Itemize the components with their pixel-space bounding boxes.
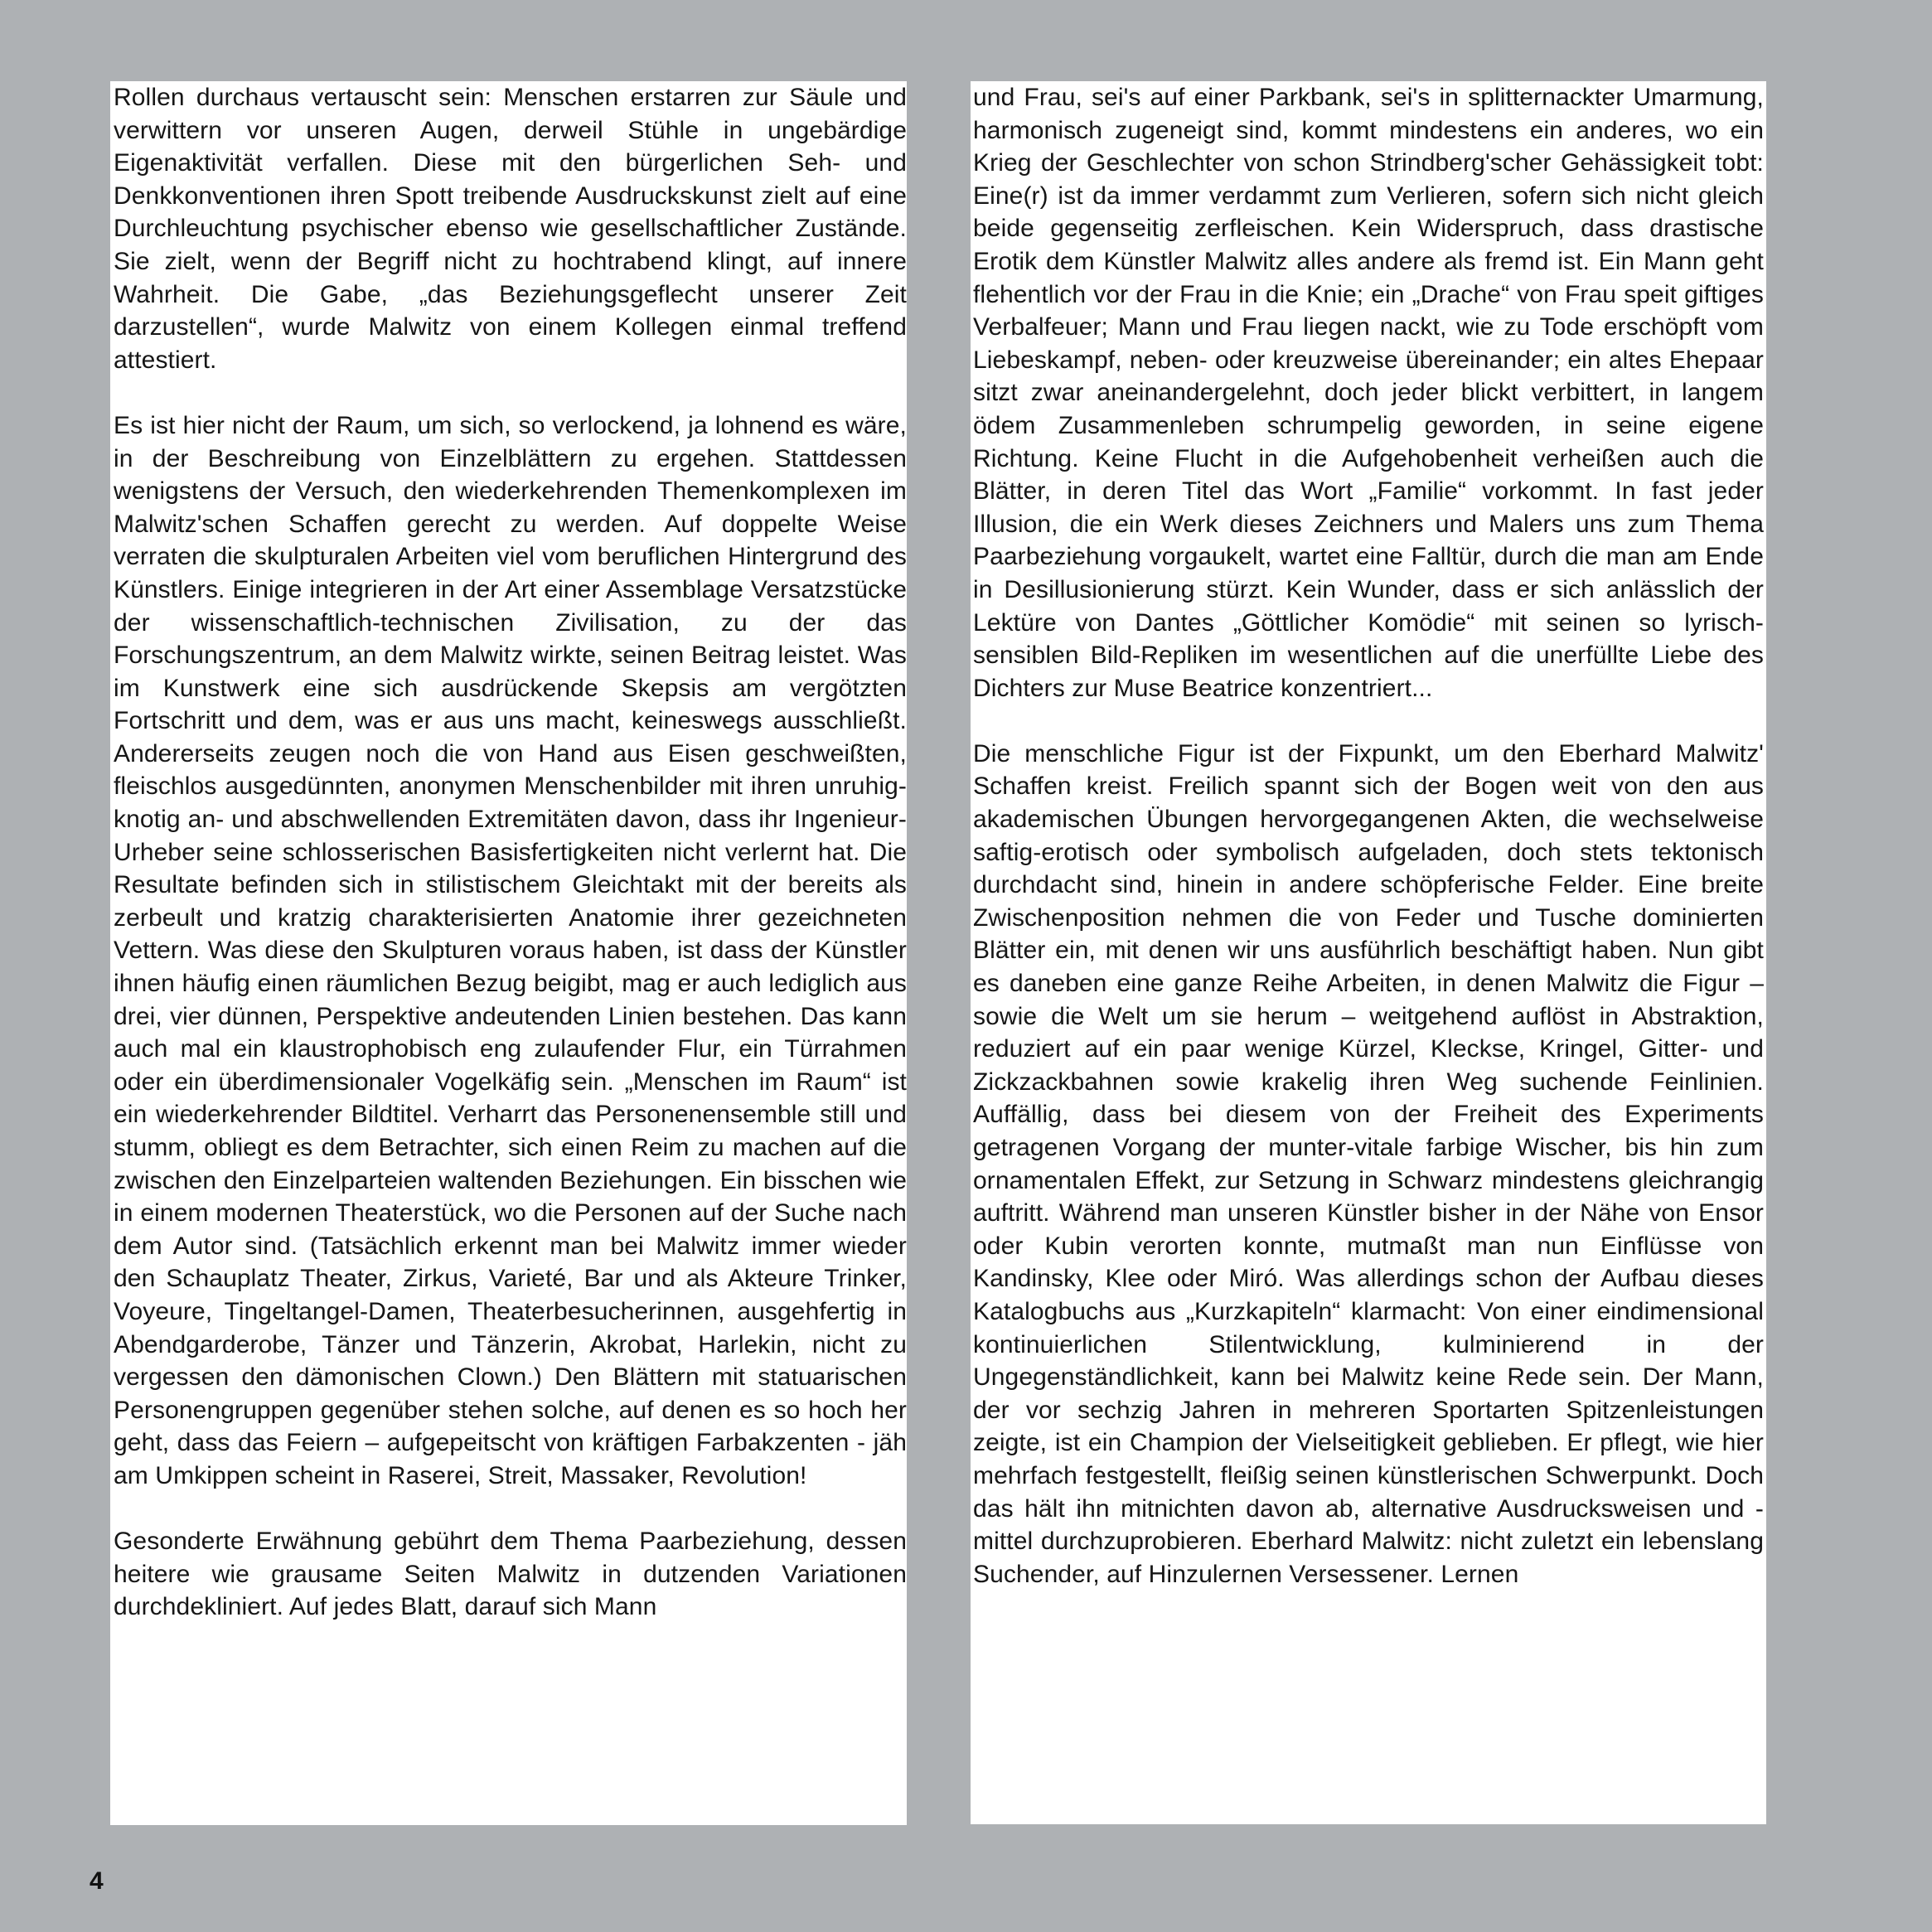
page-number: 4 xyxy=(90,1867,104,1895)
left-paragraph-3: Gesonderte Erwähnung gebührt dem Thema Paarbeziehung, dessen heitere wie grausame Seiten Malwitz in dutzenden Variationen durchdekliniert. Auf jedes Blatt, darauf sich Mann xyxy=(114,1528,907,1621)
right-text-column xyxy=(971,81,1766,1824)
right-paragraph-1: und Frau, sei's auf einer Parkbank, sei's in splitternackter Umarmung, harmonisch zugeneigt sind, kommt mindestens ein anderes, wo ein Krieg der Geschlechter von schon Strindberg'scher Gehässigkeit tobt: Eine(r) ist da immer verdammt zum Verlieren, sofern sich nicht gleich beide gegenseitig zerfleischen. Kein Widerspruch, dass drastische Erotik dem Künstler Malwitz alles andere als fremd ist. Ein Mann geht flehentlich vor der Frau in die Knie; ein „Drache“ von Frau speit giftiges Verbalfeuer; Mann und Frau liegen nackt, wie zu Tode erschöpft vom Liebeskampf, neben- oder kreuzweise übereinander; ein altes Ehepaar sitzt zwar aneinandergelehnt, doch jeder blickt verbittert, in langem ödem Zusammenleben schrumpelig geworden, in seine eigene Richtung. Keine Flucht in die Aufgehobenheit verheißen auch die Blätter, in deren Titel das Wort „Familie“ vorkommt. In fast jeder Illusion, die ein Werk dieses Zeichners und Malers uns zum Thema Paarbeziehung vorgaukelt, wartet eine Falltür, durch die man am Ende in Desillusionierung stürzt. Kein Wunder, dass er sich anlässlich der Lektüre von Dantes „Göttlicher Komödie“ mit seinen so lyrisch-sensiblen Bild-Repliken im wesentlichen auf die unerfüllte Liebe des Dichters zur Muse Beatrice konzentriert... xyxy=(973,84,1764,702)
right-paragraph-2: Die menschliche Figur ist der Fixpunkt, um den Eberhard Malwitz' Schaffen kreist. Freilich spannt sich der Bogen weit von den aus akademischen Übungen hervorgegangenen Akten, die wechselweise saftig-erotisch oder symbolisch aufgeladen, doch stets tektonisch durchdacht sind, hinein in andere schöpferische Felder. Eine breite Zwischenposition nehmen die von Feder und Tusche dominierten Blätter ein, mit denen wir uns ausführlich beschäftigt haben. Nun gibt es daneben eine ganze Reihe Arbeiten, in denen Malwitz die Figur – sowie die Welt um sie herum – weitgehend auflöst in Abstraktion, reduziert auf ein paar wenige Kürzel, Kleckse, Kringel, Gitter- und Zickzackbahnen sowie krakelig ihren Weg suchende Feinlinien. Auffällig, dass bei diesem von der Freiheit des Experiments getragenen Vorgang der munter-vitale farbige Wischer, bis hin zum ornamentalen Effekt, zur Setzung in Schwarz mindestens gleichrangig auftritt. Während man unseren Künstler bisher in der Nähe von Ensor oder Kubin verorten konnte, mutmaßt man nun Einflüsse von Kandinsky, Klee oder Miró. Was allerdings schon der Aufbau dieses Katalogbuchs aus „Kurzkapiteln“ klarmacht: Von einer eindimensional kontinuierlichen Stilentwicklung, kulminierend in der Ungegenständlichkeit, kann bei Malwitz keine Rede sein. Der Mann, der vor sechzig Jahren in mehreren Sportarten Spitzenleistungen zeigte, ist ein Champion der Vielseitigkeit geblieben. Er pflegt, wie hier mehrfach festgestellt, fleißig seinen künstlerischen Schwerpunkt. Doch das hält ihn mitnichten davon ab, alternative Ausdrucksweisen und -mittel durchzuprobieren. Eberhard Malwitz: nicht zuletzt ein lebenslang Suchender, auf Hinzulernen Versessener. Lernen xyxy=(973,739,1764,1588)
left-paragraph-1: Rollen durchaus vertauscht sein: Menschen erstarren zur Säule und verwittern vor unseren Augen, derweil Stühle in ungebärdige Eigenaktivität verfallen. Diese mit den bürgerlichen Seh- und Denkkonventionen ihren Spott treibende Ausdruckskunst zielt auf eine Durchleuchtung psychischer ebenso wie gesellschaftlicher Zustände. Sie zielt, wenn der Begriff nicht zu hochtrabend klingt, auf innere Wahrheit. Die Gabe, „das Beziehungsgeflecht unserer Zeit darzustellen“, wurde Malwitz von einem Kollegen einmal treffend attestiert. xyxy=(114,84,907,374)
left-text-column xyxy=(110,81,907,1825)
left-paragraph-2: Es ist hier nicht der Raum, um sich, so verlockend, ja lohnend es wäre, in der Beschreibung von Einzelblättern zu ergehen. Stattdessen wenigstens der Versuch, den wiederkehrenden Themenkomplexen im Malwitz'schen Schaffen gerecht zu werden. Auf doppelte Weise verraten die skulpturalen Arbeiten viel vom beruflichen Hintergrund des Künstlers. Einige integrieren in der Art einer Assemblage Versatzstücke der wissenschaftlich-technischen Zivilisation, zu der das Forschungszentrum, an dem Malwitz wirkte, seinen Beitrag leistet. Was im Kunstwerk eine sich ausdrückende Skepsis am vergötzten Fortschritt und dem, was er aus uns macht, keineswegs ausschließt. Andererseits zeugen noch die von Hand aus Eisen geschweißten, fleischlos ausgedünnten, anonymen Menschenbilder mit ihren unruhig-knotig an- und abschwellenden Extremitäten davon, dass ihr Ingenieur-Urheber seine schlosserischen Basisfertigkeiten nicht verlernt hat. Die Resultate befinden sich in stilistischem Gleichtakt mit der bereits als zerbeult und kratzig charakterisierten Anatomie ihrer gezeichneten Vettern. Was diese den Skulpturen voraus haben, ist dass der Künstler ihnen häufig einen räumlichen Bezug beigibt, mag er auch lediglich aus drei, vier dünnen, Perspektive andeutenden Linien bestehen. Das kann auch mal ein klaustrophobisch eng zulaufender Flur, ein Türrahmen oder ein überdimensionaler Vogelkäfig sein. „Menschen im Raum“ ist ein wiederkehrender Bildtitel. Verharrt das Personenensemble still und stumm, obliegt es dem Betrachter, sich einen Reim zu machen auf die zwischen den Einzelparteien waltenden Beziehungen. Ein bisschen wie in einem modernen Theaterstück, wo die Personen auf der Suche nach dem Autor sind. (Tatsächlich erkennt man bei Malwitz immer wieder den Schauplatz Theater, Zirkus, Varieté, Bar und als Akteure Trinker, Voyeure, Tingeltangel-Damen, Theaterbesucherinnen, ausgehfertig in Abendgarderobe, Tänzer und Tänzerin, Akrobat, Harlekin, nicht zu vergessen den dämonischen Clown.) Den Blättern mit statuarischen Personengruppen gegenüber stehen solche, auf denen es so hoch her geht, dass das Feiern – aufgepeitscht von kräftigen Farbakzenten - jäh am Umkippen scheint in Raserei, Streit, Massaker, Revolution! xyxy=(114,411,907,1489)
